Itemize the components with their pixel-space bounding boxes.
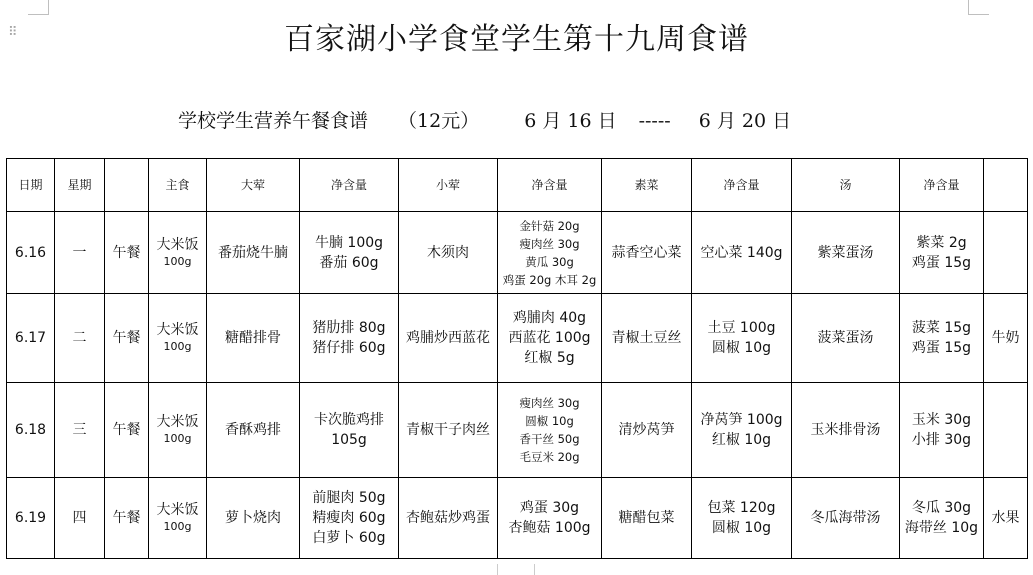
header-big-meat-qty: 净含量 bbox=[300, 159, 399, 212]
small-meat-qty-cell-line: 鸡脯肉 40g bbox=[512, 310, 587, 326]
table-row bbox=[7, 478, 1028, 559]
staple-name: 大米饭 bbox=[156, 236, 199, 253]
small-meat-qty-cell bbox=[498, 383, 602, 478]
big-meat-cell: 香酥鸡排 bbox=[207, 383, 300, 478]
vegetable-qty-cell-line: 包菜 120g bbox=[707, 500, 776, 516]
crop-mark-top-left bbox=[28, 0, 49, 15]
small-meat-qty-cell-line: 金针菇 20g bbox=[519, 218, 580, 233]
soup-qty-cell bbox=[900, 383, 984, 478]
extra-cell bbox=[984, 212, 1028, 294]
big-meat-qty-cell bbox=[300, 383, 399, 478]
big-meat-qty-cell-line: 前腿肉 50g bbox=[312, 490, 386, 506]
small-meat-qty-cell-line: 西蓝花 100g bbox=[508, 330, 591, 346]
soup-qty-cell bbox=[900, 294, 984, 383]
meal-cell: 午餐 bbox=[105, 294, 149, 383]
small-meat-qty-cell-line: 红椒 5g bbox=[524, 350, 575, 366]
header-weekday: 星期 bbox=[55, 159, 105, 212]
soup-cell: 菠菜蛋汤 bbox=[792, 294, 900, 383]
subtitle-price: （12元） bbox=[398, 110, 480, 132]
staple-cell bbox=[149, 383, 207, 478]
vegetable-cell: 清炒莴笋 bbox=[602, 383, 692, 478]
vegetable-qty-cell-line: 圆椒 10g bbox=[711, 340, 772, 356]
vegetable-cell: 蒜香空心菜 bbox=[602, 212, 692, 294]
vegetable-qty-cell-line: 土豆 100g bbox=[707, 320, 776, 336]
small-meat-qty-cell-line: 鸡蛋 30g bbox=[519, 500, 580, 516]
header-vegetable: 素菜 bbox=[602, 159, 692, 212]
big-meat-qty-cell bbox=[300, 294, 399, 383]
weekday-cell: 一 bbox=[55, 212, 105, 294]
soup-qty-cell-line: 菠菜 15g bbox=[911, 320, 972, 336]
vegetable-qty-cell-line: 空心菜 140g bbox=[700, 244, 783, 261]
header-extra bbox=[984, 159, 1028, 212]
soup-qty-cell-line: 鸡蛋 15g bbox=[911, 340, 972, 356]
big-meat-qty-cell-line: 番茄 60g bbox=[319, 254, 379, 271]
staple-cell bbox=[149, 478, 207, 559]
menu-subtitle bbox=[178, 106, 791, 133]
meal-cell: 午餐 bbox=[105, 212, 149, 294]
table-row bbox=[7, 383, 1028, 478]
extra-cell: 水果 bbox=[984, 478, 1028, 559]
header-small-meat: 小荤 bbox=[399, 159, 498, 212]
vegetable-qty-cell-line: 红椒 10g bbox=[711, 432, 772, 448]
staple-qty: 100g bbox=[163, 340, 192, 353]
weekday-cell: 四 bbox=[55, 478, 105, 559]
big-meat-cell: 番茄烧牛腩 bbox=[207, 212, 300, 294]
vegetable-qty-cell bbox=[692, 478, 792, 559]
header-date: 日期 bbox=[7, 159, 55, 212]
big-meat-cell: 萝卜烧肉 bbox=[207, 478, 300, 559]
table-row bbox=[7, 294, 1028, 383]
small-meat-qty-cell bbox=[498, 212, 602, 294]
small-meat-qty-cell-line: 黄瓜 30g bbox=[525, 254, 574, 269]
small-meat-qty-cell-line: 杏鲍菇 100g bbox=[508, 520, 591, 536]
big-meat-qty-cell-line: 猪肋排 80g bbox=[312, 320, 386, 336]
big-meat-qty-cell-line: 精瘦肉 60g bbox=[312, 510, 386, 526]
big-meat-qty-cell-line: 105g bbox=[331, 432, 367, 448]
staple-name: 大米饭 bbox=[156, 414, 199, 430]
staple-qty: 100g bbox=[163, 520, 192, 533]
header-small-meat-qty: 净含量 bbox=[498, 159, 602, 212]
date-cell: 6.18 bbox=[7, 383, 55, 478]
big-meat-qty-cell-line: 卡次脆鸡排 bbox=[314, 412, 384, 428]
weekday-cell: 二 bbox=[55, 294, 105, 383]
small-meat-qty-cell-line: 鸡蛋 20g 木耳 2g bbox=[502, 272, 597, 287]
date-cell: 6.17 bbox=[7, 294, 55, 383]
table-move-handle-icon[interactable]: ⠿ bbox=[8, 25, 19, 40]
menu-table-body bbox=[7, 159, 1028, 559]
small-meat-cell: 青椒干子肉丝 bbox=[399, 383, 498, 478]
meal-cell: 午餐 bbox=[105, 478, 149, 559]
small-meat-cell: 杏鲍菇炒鸡蛋 bbox=[399, 478, 498, 559]
vegetable-cell: 青椒土豆丝 bbox=[602, 294, 692, 383]
table-row bbox=[7, 212, 1028, 294]
header-soup-qty: 净含量 bbox=[900, 159, 984, 212]
soup-qty-cell-line: 小排 30g bbox=[911, 432, 972, 448]
extra-cell bbox=[984, 383, 1028, 478]
soup-qty-cell-line: 海带丝 10g bbox=[904, 520, 979, 536]
staple-qty: 100g bbox=[163, 254, 192, 268]
soup-cell: 冬瓜海带汤 bbox=[792, 478, 900, 559]
soup-qty-cell-line: 玉米 30g bbox=[911, 412, 972, 428]
extra-cell: 牛奶 bbox=[984, 294, 1028, 383]
big-meat-qty-cell bbox=[300, 478, 399, 559]
big-meat-qty-cell-line: 猪仔排 60g bbox=[312, 340, 386, 356]
date-cell: 6.19 bbox=[7, 478, 55, 559]
subtitle-label: 学校学生营养午餐食谱 bbox=[178, 110, 369, 132]
small-meat-qty-cell-line: 瘦肉丝 30g bbox=[519, 236, 580, 251]
vegetable-cell: 糖醋包菜 bbox=[602, 478, 692, 559]
big-meat-qty-cell bbox=[300, 212, 399, 294]
vegetable-qty-cell bbox=[692, 212, 792, 294]
staple-cell bbox=[149, 212, 207, 294]
soup-cell: 玉米排骨汤 bbox=[792, 383, 900, 478]
vegetable-qty-cell bbox=[692, 294, 792, 383]
soup-cell: 紫菜蛋汤 bbox=[792, 212, 900, 294]
crop-mark-top-right bbox=[968, 0, 989, 15]
small-meat-cell: 木须肉 bbox=[399, 212, 498, 294]
small-meat-qty-cell bbox=[498, 294, 602, 383]
big-meat-cell: 糖醋排骨 bbox=[207, 294, 300, 383]
soup-qty-cell-line: 冬瓜 30g bbox=[911, 500, 972, 516]
small-meat-qty-cell-line: 毛豆米 20g bbox=[519, 450, 580, 464]
big-meat-qty-cell-line: 白萝卜 60g bbox=[312, 530, 386, 546]
vegetable-qty-cell bbox=[692, 383, 792, 478]
meal-cell: 午餐 bbox=[105, 383, 149, 478]
small-meat-qty-cell-line: 圆椒 10g bbox=[525, 414, 574, 428]
subtitle-start-date: 6 月 16 日 bbox=[524, 110, 617, 132]
small-meat-cell: 鸡脯炒西蓝花 bbox=[399, 294, 498, 383]
header-soup: 汤 bbox=[792, 159, 900, 212]
vegetable-qty-cell-line: 净莴笋 100g bbox=[700, 412, 783, 428]
soup-qty-cell-line: 紫菜 2g bbox=[916, 234, 967, 251]
date-cell: 6.16 bbox=[7, 212, 55, 294]
header-meal bbox=[105, 159, 149, 212]
staple-name: 大米饭 bbox=[156, 502, 199, 518]
soup-qty-cell-line: 鸡蛋 15g bbox=[911, 254, 972, 271]
soup-qty-cell bbox=[900, 212, 984, 294]
staple-name: 大米饭 bbox=[156, 322, 199, 338]
staple-qty: 100g bbox=[163, 432, 192, 445]
header-vegetable-qty: 净含量 bbox=[692, 159, 792, 212]
small-meat-qty-cell bbox=[498, 478, 602, 559]
page-edge-marker bbox=[497, 564, 535, 575]
menu-table bbox=[6, 158, 1028, 559]
soup-qty-cell bbox=[900, 478, 984, 559]
table-header-row bbox=[7, 159, 1028, 212]
subtitle-end-date: 6 月 20 日 bbox=[698, 110, 792, 132]
weekday-cell: 三 bbox=[55, 383, 105, 478]
small-meat-qty-cell-line: 香干丝 50g bbox=[519, 432, 580, 446]
header-big-meat: 大荤 bbox=[207, 159, 300, 212]
subtitle-dash: ----- bbox=[638, 110, 671, 132]
page-title: 百家湖小学食堂学生第十九周食谱 bbox=[284, 22, 749, 57]
small-meat-qty-cell-line: 瘦肉丝 30g bbox=[519, 396, 580, 410]
vegetable-qty-cell-line: 圆椒 10g bbox=[711, 520, 772, 536]
big-meat-qty-cell-line: 牛腩 100g bbox=[314, 234, 384, 251]
staple-cell bbox=[149, 294, 207, 383]
header-staple: 主食 bbox=[149, 159, 207, 212]
